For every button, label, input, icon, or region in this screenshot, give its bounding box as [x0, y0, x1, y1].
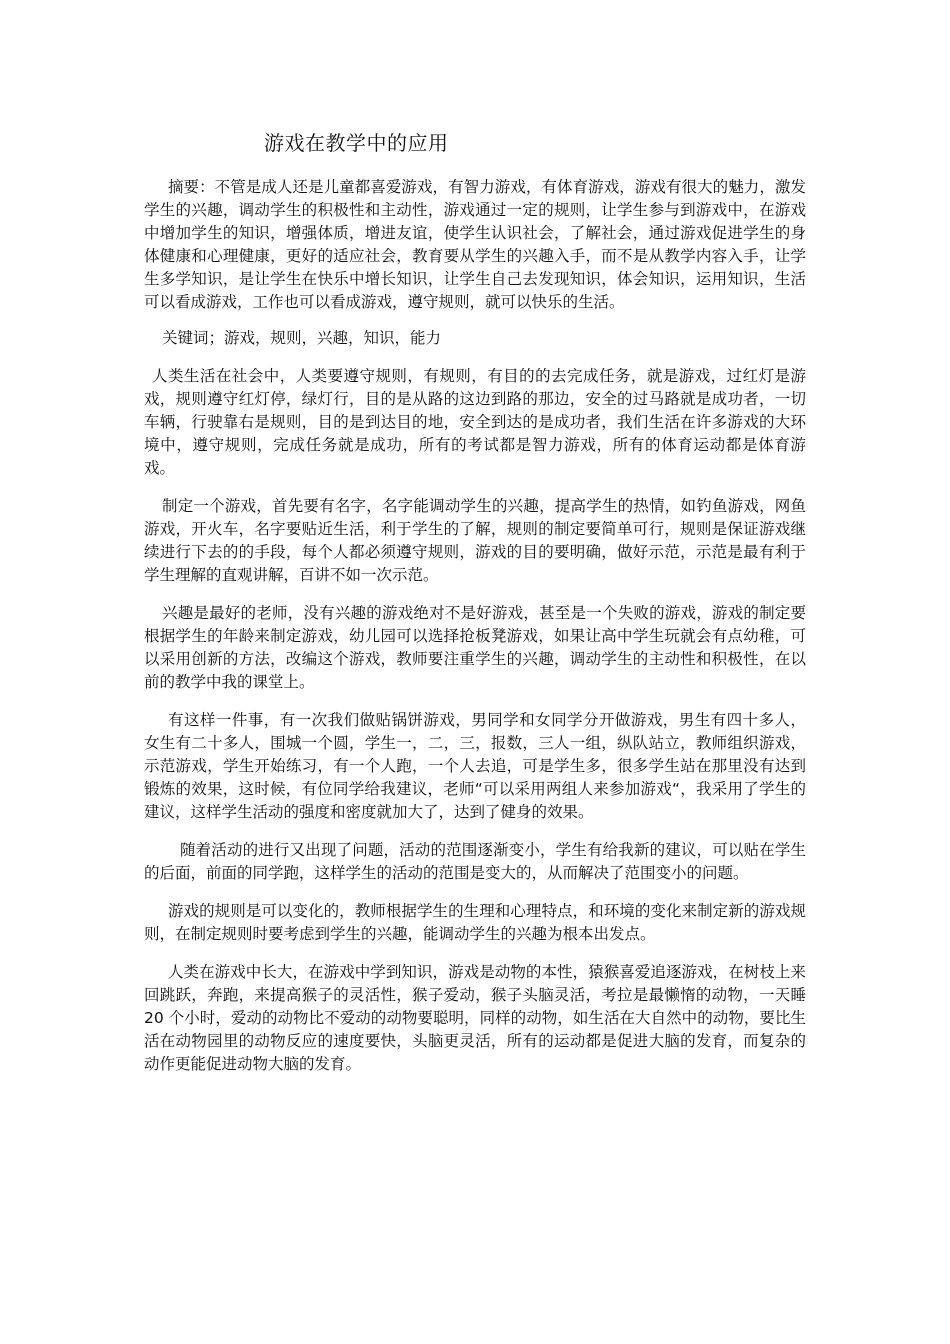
body-paragraph-5: 随着活动的进行又出现了问题，活动的范围逐渐变小，学生有给我新的建议，可以贴在学生的后面，前面的同学跑，这样学生的活动的范围是变大的，从而解决了范围变小的问题。: [144, 841, 806, 882]
document-body: [144, 126, 806, 1076]
body-paragraph-6: 游戏的规则是可以变化的，教师根据学生的生理和心理特点，和环境的变化来制定新的游戏规则，在制定规则时要考虑到学生的兴趣，能调动学生的兴趣为根本出发点。: [144, 902, 806, 943]
body-paragraph-2: 制定一个游戏，首先要有名字，名字能调动学生的兴趣，提高学生的热情，如钓鱼游戏，网鱼游戏，开火车，名字要贴近生活，利于学生的了解，规则的制定要简单可行，规则是保证游戏继续进行下去的的手段，每个人都必须遵守规则，游戏的目的要明确，做好示范，示范是最有利于学生理解的直观讲解，百讲不如一次示范。: [144, 497, 806, 584]
body-paragraph-3: 兴趣是最好的老师，没有兴趣的游戏绝对不是好游戏，甚至是一个失败的游戏，游戏的制定要根据学生的年龄来制定游戏，幼儿园可以选择抢板凳游戏，如果让高中学生玩就会有点幼稚，可以采用创新的方法，改编这个游戏，教师要注重学生的兴趣，调动学生的主动性和积极性，在以前的教学中我的课堂上。: [144, 604, 806, 691]
body-paragraph-1: 人类生活在社会中，人类要遵守规则，有规则，有目的的去完成任务，就是游戏，过红灯是游戏，规则遵守红灯停，绿灯行，目的是从路的这边到路的那边，安全的过马路就是成功者，一切车辆，行驶靠右是规则，目的是到达目的地，安全到达的是成功者，我们生活在许多游戏的大环境中，遵守规则，完成任务就是成功，所有的考试都是智力游戏，所有的体育运动都是体育游戏。: [144, 367, 806, 477]
body-paragraph-7: 人类在游戏中长大，在游戏中学到知识，游戏是动物的本性，猿猴喜爱追逐游戏，在树枝上来回跳跃，奔跑，来提高猴子的灵活性，猴子爱动，猴子头脑灵活，考拉是最懒惰的动物，一天睡 20 个小时，爱动的动物比不爱动的动物要聪明，同样的动物，如生活在大自然中的动物，要比生活在动物园里的动物反应的速度要快，头脑更灵活，所有的运动都是促进大脑的发育，而复杂的动作更能促进动物大脑的发育。: [144, 963, 806, 1073]
abstract-paragraph: 摘要：不管是成人还是儿童都喜爱游戏，有智力游戏，有体育游戏，游戏有很大的魅力，激发学生的兴趣，调动学生的积极性和主动性，游戏通过一定的规则，让学生参与到游戏中，在游戏中增加学生的知识，增强体质，增进友谊，使学生认识社会，了解社会，通过游戏促进学生的身体健康和心理健康，更好的适应社会，教育要从学生的兴趣入手，而不是从教学内容入手，让学生多学知识，是让学生在快乐中增长知识，让学生自己去发现知识，体会知识，运用知识，生活可以看成游戏，工作也可以看成游戏，遵守规则，就可以快乐的生活。: [144, 178, 806, 311]
body-paragraph-4: 有这样一件事，有一次我们做贴锅饼游戏，男同学和女同学分开做游戏，男生有四十多人， 女生有二十多人，围城一个圆，学生一，二，三，报数，三人一组，纵队站立，教师组织游戏，示范游戏，学生开始练习，有一个人跑，一个人去追，可是学生多，很多学生站在那里没有达到锻炼的效果，这时候，有位同学给我建议，老师“可以采用两组人来参加游戏“，我采用了学生的建议，这样学生活动的强度和密度就加大了，达到了健身的效果。: [144, 711, 806, 821]
keywords-line: 关键词；游戏，规则，兴趣，知识，能力: [162, 329, 442, 347]
document-title: 游戏在教学中的应用: [264, 131, 449, 155]
